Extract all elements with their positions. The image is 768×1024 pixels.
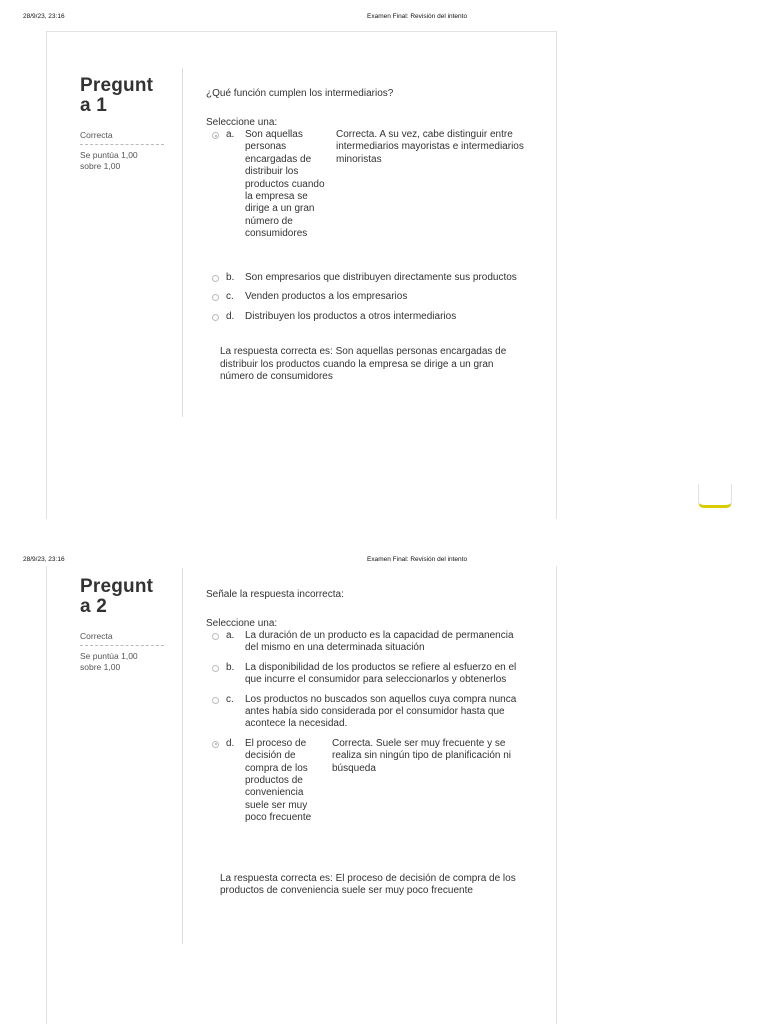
- question-number: Pregunt a 2: [80, 576, 154, 617]
- option-letter: c.: [226, 693, 234, 705]
- radio-icon[interactable]: [212, 314, 219, 321]
- answer-option-b[interactable]: [206, 662, 536, 687]
- answer-option-d[interactable]: [206, 738, 536, 851]
- answer-option-c[interactable]: [206, 291, 536, 303]
- answer-option-a[interactable]: [206, 630, 536, 655]
- option-letter: b.: [226, 272, 235, 283]
- question-content: [206, 88, 536, 383]
- select-prompt: Seleccione una:: [206, 117, 278, 128]
- radio-icon[interactable]: [212, 275, 219, 282]
- question-text: Señale la respuesta incorrecta:: [206, 589, 344, 600]
- option-letter: c.: [226, 291, 234, 303]
- question-state: Correcta: [80, 631, 164, 646]
- radio-icon[interactable]: [212, 294, 219, 301]
- radio-selected-icon[interactable]: [212, 741, 219, 748]
- question-state: Correcta: [80, 130, 164, 145]
- option-text: La duración de un producto es la capacidad de permanencia del mismo en una determinada situación: [245, 630, 514, 654]
- option-text: El proceso de decisión de compra de los productos de conveniencia suele ser muy poco frecuente: [245, 737, 312, 824]
- print-title: Examen Final: Revisión del intento: [367, 556, 468, 563]
- radio-selected-icon[interactable]: [212, 132, 219, 139]
- answer-option-c[interactable]: [206, 694, 536, 731]
- question-info: [80, 68, 183, 417]
- question-text: ¿Qué función cumplen los intermediarios?: [206, 88, 394, 99]
- question-content: [206, 589, 536, 898]
- option-letter: a.: [226, 129, 235, 140]
- option-letter: a.: [226, 630, 235, 641]
- print-title: Examen Final: Revisión del intento: [367, 13, 468, 20]
- option-feedback: Correcta. A su vez, cabe distinguir entre intermediarios mayoristas e intermediarios minoristas: [336, 129, 524, 165]
- option-letter: d.: [226, 310, 235, 322]
- option-text: Distribuyen los productos a otros intermediarios: [245, 310, 457, 322]
- option-feedback: Correcta. Suele ser muy frecuente y se realiza sin ningún tipo de planificación ni búsqueda: [332, 737, 512, 774]
- radio-icon[interactable]: [212, 633, 219, 640]
- option-text: Son aquellas personas encargadas de distribuir los productos cuando la empresa se dirige a un gran número de consumidores: [245, 129, 325, 240]
- answer-option-b[interactable]: [206, 272, 536, 284]
- select-prompt: Seleccione una:: [206, 618, 278, 629]
- question-number: Pregunt a 1: [80, 75, 154, 116]
- print-date: 28/9/23, 23:16: [23, 556, 65, 563]
- scroll-tab: [698, 484, 732, 508]
- correct-answer-text: La respuesta correcta es: El proceso de decisión de compra de los productos de conveniencia suele ser muy poco frecuente: [220, 872, 516, 897]
- question-grade: Se puntúa 1,00 sobre 1,00: [80, 651, 138, 672]
- answer-option-d[interactable]: [206, 311, 536, 323]
- answer-option-a[interactable]: [206, 129, 536, 264]
- correct-answer-text: La respuesta correcta es: Son aquellas personas encargadas de distribuir los productos cuando la empresa se dirige a un gran número de consumidores: [220, 346, 507, 383]
- option-text: La disponibilidad de los productos se refiere al esfuerzo en el que incurre el consumidor para seleccionarlos y obtenerlos: [245, 661, 517, 686]
- option-text: Venden productos a los empresarios: [245, 291, 408, 303]
- print-date: 28/9/23, 23:16: [23, 13, 65, 20]
- radio-icon[interactable]: [212, 697, 219, 704]
- question-grade: Se puntúa 1,00 sobre 1,00: [80, 150, 138, 171]
- option-text: Son empresarios que distribuyen directamente sus productos: [245, 272, 517, 283]
- radio-icon[interactable]: [212, 665, 219, 672]
- option-letter: d.: [226, 737, 235, 749]
- option-letter: b.: [226, 661, 235, 673]
- question-info: [80, 568, 183, 944]
- option-text: Los productos no buscados son aquellos cuya compra nunca antes había sido considerada por el consumidor hasta que acontece la necesidad.: [245, 693, 517, 730]
